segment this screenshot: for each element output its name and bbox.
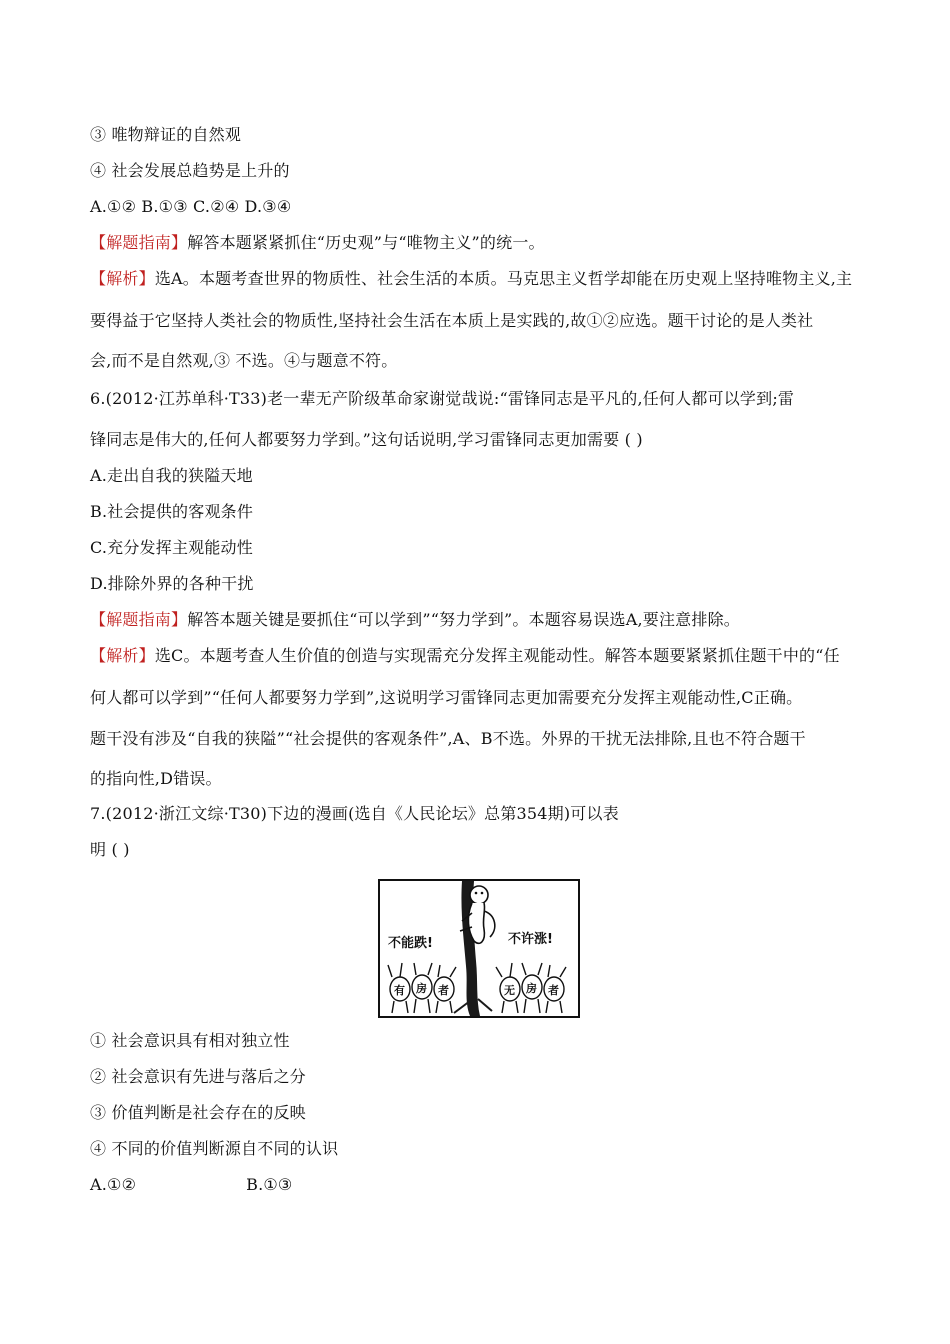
q6-analysis-tag: 【解析】 <box>90 646 155 665</box>
q7-statement-4: ④ 不同的价值判断源自不同的认识 <box>90 1139 339 1158</box>
q6-option-d: D.排除外界的各种干扰 <box>90 574 254 593</box>
q6-option-b: B.社会提供的客观条件 <box>90 502 254 521</box>
q6-analysis <box>90 645 840 667</box>
cartoon-drawing <box>380 881 578 1016</box>
option-line-3: ③ 唯物辩证的自然观 <box>90 125 242 144</box>
analysis-tag: 【解析】 <box>90 269 155 288</box>
q7-statement-2: ② 社会意识有先进与落后之分 <box>90 1067 306 1086</box>
solution-guide-text: 解答本题紧紧抓住“历史观”与“唯物主义”的统一。 <box>187 233 545 252</box>
right-speech: 不许涨! <box>508 932 553 947</box>
q6-option-c: C.充分发挥主观能动性 <box>90 538 253 557</box>
analysis <box>90 268 852 290</box>
q7-statement-1: ① 社会意识具有相对独立性 <box>90 1031 290 1050</box>
right-group-char-1: 无 <box>504 984 515 997</box>
analysis-line-3: 会,而不是自然观,③ 不选。④与题意不符。 <box>90 351 398 370</box>
q6-option-a: A.走出自我的狭隘天地 <box>90 466 253 485</box>
q7-choice-b: B.①③ <box>246 1175 293 1194</box>
left-speech: 不能跌! <box>388 936 433 951</box>
right-group-char-2: 房 <box>526 982 537 995</box>
question-6-line-2: 锋同志是伟大的,任何人都要努力学到。”这句话说明,学习雷锋同志更加需要 ( ) <box>90 430 643 449</box>
solution-guide-tag: 【解题指南】 <box>90 233 188 252</box>
solution-guide <box>90 232 545 254</box>
q6-solution-guide-text: 解答本题关键是要抓住“可以学到”“努力学到”。本题容易误选A,要注意排除。 <box>187 610 740 629</box>
left-group-char-3: 者 <box>438 984 449 997</box>
q6-solution-guide-tag: 【解题指南】 <box>90 610 188 629</box>
q6-solution-guide <box>90 609 740 631</box>
q7-answer-choices <box>90 1174 292 1196</box>
left-group-char-2: 房 <box>416 982 427 995</box>
cartoon-image <box>378 879 580 1018</box>
analysis-text: 选A。本题考查世界的物质性、社会生活的本质。马克思主义哲学却能在历史观上坚持唯物主义,主 <box>154 269 853 288</box>
question-6: 6.(2012·江苏单科·T33)老一辈无产阶级革命家谢觉哉说:“雷锋同志是平凡的,任何人都可以学到;雷 <box>90 389 795 408</box>
q6-analysis-line-2: 何人都可以学到”“任何人都要努力学到”,这说明学习雷锋同志更加需要充分发挥主观能动性,C正确。 <box>90 688 803 707</box>
option-line-4: ④ 社会发展总趋势是上升的 <box>90 161 290 180</box>
analysis-line-2: 要得益于它坚持人类社会的物质性,坚持社会生活在本质上是实践的,故①②应选。题干讨论的是人类社 <box>90 311 814 330</box>
question-7: 7.(2012·浙江文综·T30)下边的漫画(选自《人民论坛》总第354期)可以表 <box>90 804 619 823</box>
question-7-line-2: 明 ( ) <box>90 840 130 859</box>
q6-analysis-line-4: 的指向性,D错误。 <box>90 769 222 788</box>
q7-choice-a: A.①② <box>90 1175 137 1194</box>
q6-analysis-text: 选C。本题考查人生价值的创造与实现需充分发挥主观能动性。解答本题要紧紧抓住题干中的“任 <box>154 646 840 665</box>
right-group-char-3: 者 <box>548 984 559 997</box>
left-group-char-1: 有 <box>394 984 405 997</box>
q6-analysis-line-3: 题干没有涉及“自我的狭隘”“社会提供的客观条件”,A、B不选。外界的干扰无法排除,且也不符合题干 <box>90 729 806 748</box>
answer-choices: A.①② B.①③ C.②④ D.③④ <box>90 197 292 216</box>
q7-statement-3: ③ 价值判断是社会存在的反映 <box>90 1103 306 1122</box>
